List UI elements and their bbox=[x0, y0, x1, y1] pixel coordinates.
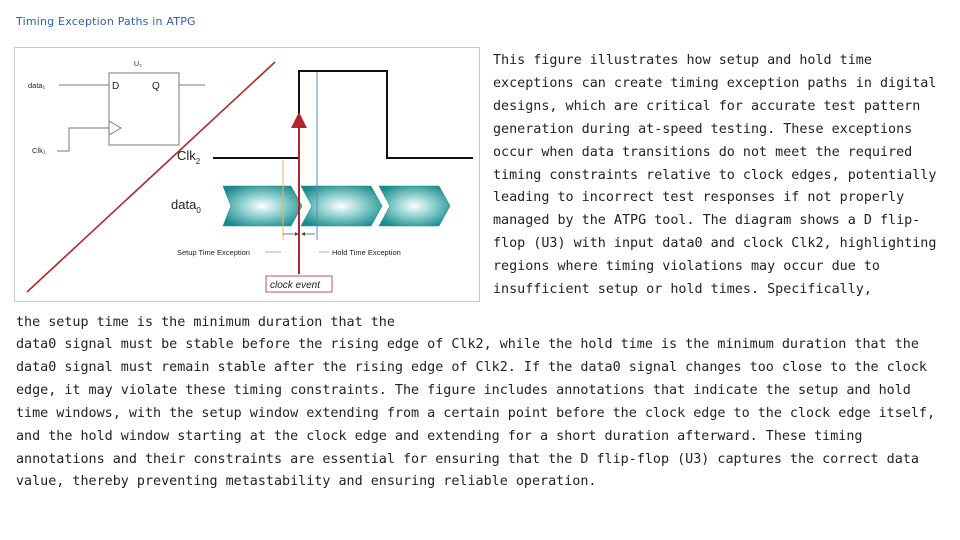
clock-event-box bbox=[266, 276, 332, 292]
figure-description-bottom: data0 signal must be stable before the rising edge of Clk2, while the hold time is the minimum duration that the data0 signal must remain stable after the rising edge of Clk2. If the data0 signal changes too close to the clock edge, it may violate these timing constraints. The figure includes annotations that indicate the setup and hold time windows, with the setup window extending from a certain point before the clock edge to the clock edge itself, and the hold window starting at the clock edge and extending for a short duration afterward. These timing annotations and their constraints are essential for ensuring that the D flip-flop (U3) captures the correct data value, thereby preventing metastability and ensuring reliable operation. bbox=[16, 337, 936, 490]
input-clk1-label: Clk₁ bbox=[32, 146, 46, 155]
data-segment-2 bbox=[301, 186, 382, 226]
data0-subscript: 0 bbox=[196, 206, 201, 215]
pin-q-label: Q bbox=[152, 81, 160, 92]
data0-label: data bbox=[171, 197, 197, 212]
pin-d-label: D bbox=[112, 81, 120, 92]
component-label: U₃ bbox=[134, 61, 142, 68]
clk2-label: Clk bbox=[177, 148, 196, 163]
clk2-waveform bbox=[177, 71, 473, 166]
data0-bus bbox=[171, 186, 450, 226]
page-title: Timing Exception Paths in ATPG bbox=[16, 15, 196, 28]
svg-text:data0 bbox=[171, 197, 201, 215]
clk2-subscript: 2 bbox=[195, 157, 201, 166]
input-data1-label: data₁ bbox=[28, 81, 46, 90]
clock-event-label: clock event bbox=[270, 280, 321, 291]
figure-description-bottom-first: the setup time is the minimum duration that the bbox=[16, 315, 395, 330]
hold-time-label: Hold Time Exception bbox=[332, 248, 401, 257]
data-segment-3 bbox=[379, 186, 450, 226]
flip-flop-u3 bbox=[28, 61, 205, 155]
svg-text:Clk2 bbox=[177, 148, 201, 166]
setup-time-label: Setup Time Exception bbox=[177, 248, 250, 257]
timing-diagram-figure bbox=[14, 47, 480, 302]
timing-diagram-svg bbox=[15, 48, 481, 303]
figure-description-side: This figure illustrates how setup and hold time exceptions can create timing exception paths in digital designs, which are critical for accurate test pattern generation during at-speed testing. These exceptions occur when data transitions do not meet the required timing constraints relative to clock edges, potentially leading to incorrect test responses if not properly managed by the ATPG tool. The diagram shows a D flip-flop (U3) with input data0 and clock Clk2, highlighting regions where timing violations may occur due to insufficient setup or hold times. Specifically, bbox=[493, 53, 937, 298]
data-segment-1 bbox=[223, 186, 302, 226]
